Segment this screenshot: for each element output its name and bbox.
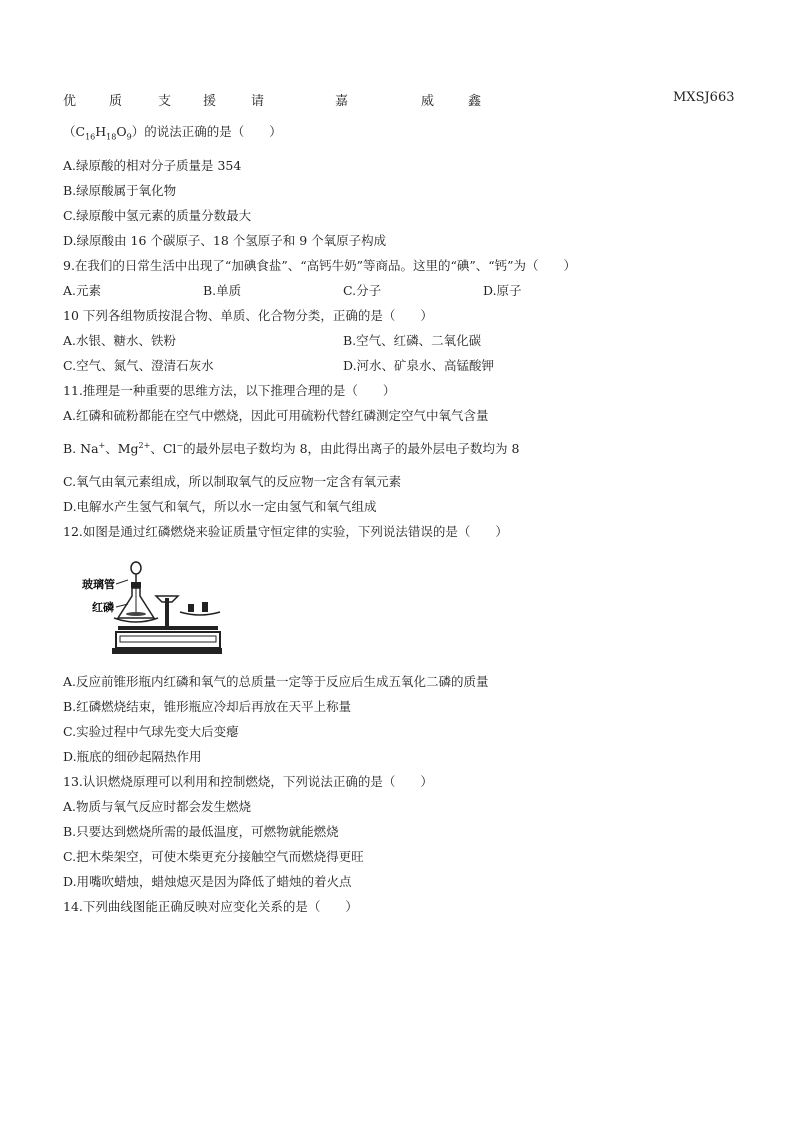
header-char: 请 xyxy=(251,94,265,109)
option-d: D.河水、矿泉水、高锰酸钾 xyxy=(343,358,495,373)
option-c: C.把木柴架空，可使木柴更充分接触空气而燃烧得更旺 xyxy=(63,849,364,864)
option-a: A.绿原酸的相对分子质量是 354 xyxy=(63,158,242,173)
header-char: 威 xyxy=(421,94,435,109)
balance-illustration xyxy=(82,560,222,660)
option-a: A.反应前锥形瓶内红磷和氧气的总质量一定等于反应后生成五氧化二磷的质量 xyxy=(63,674,489,689)
option-c: C.分子 xyxy=(343,283,382,298)
option-b: B.绿原酸属于氧化物 xyxy=(63,183,177,198)
option-c: C.实验过程中气球先变大后变瘪 xyxy=(63,724,239,739)
option-a: A.元素 xyxy=(63,283,102,298)
header-char: 质 xyxy=(109,94,123,109)
header-char: 嘉 xyxy=(335,94,349,109)
q12-stem: 12.如图是通过红磷燃烧来验证质量守恒定律的实验，下列说法错误的是（ ） xyxy=(63,524,508,539)
header-char: 优 xyxy=(63,94,77,109)
option-a: A.红磷和硫粉都能在空气中燃烧，因此可用硫粉代替红磷测定空气中氧气含量 xyxy=(63,408,489,423)
q14-stem: 14.下列曲线图能正确反映对应变化关系的是（ ） xyxy=(63,899,358,914)
option-c: C.空气、氮气、澄清石灰水 xyxy=(63,358,214,373)
option-b: B.空气、红磷、二氧化碳 xyxy=(343,333,482,348)
option-d: D.绿原酸由 16 个碳原子、18 个氢原子和 9 个氧原子构成 xyxy=(63,233,387,248)
q13-stem: 13.认识燃烧原理可以利用和控制燃烧，下列说法正确的是（ ） xyxy=(63,774,433,789)
option-d: D.用嘴吹蜡烛，蜡烛熄灭是因为降低了蜡烛的着火点 xyxy=(63,874,352,889)
balance-apparatus-diagram xyxy=(82,560,222,660)
label-glass-tube: 玻璃管 xyxy=(82,578,115,591)
option-d: D.电解水产生氢气和氧气，所以水一定由氢气和氧气组成 xyxy=(63,499,377,514)
option-d: D.瓶底的细砂起隔热作用 xyxy=(63,749,202,764)
label-red-phosphorus: 红磷 xyxy=(92,601,114,614)
header-char: 援 xyxy=(203,94,217,109)
header-char: 鑫 xyxy=(468,94,482,109)
q10-stem: 10 下列各组物质按混合物、单质、化合物分类，正确的是（ ） xyxy=(63,308,433,323)
page-header xyxy=(63,90,735,110)
option-b: B.红磷燃烧结束，锥形瓶应冷却后再放在天平上称量 xyxy=(63,699,352,714)
option-c: C.绿原酸中氢元素的质量分数最大 xyxy=(63,208,252,223)
option-c: C.氧气由氧元素组成，所以制取氧气的反应物一定含有氧元素 xyxy=(63,474,402,489)
option-b: B. Na+、$Mg^{2+}$、Cl−的最外层电子数均为 8，由此得出离子的最外层电子数均为 8 xyxy=(63,440,520,456)
option-b: B.只要达到燃烧所需的最低温度，可燃物就能燃烧 xyxy=(63,824,339,839)
option-d: D.原子 xyxy=(483,283,522,298)
option-a: A.水银、糖水、铁粉 xyxy=(63,333,177,348)
option-a: A.物质与氧气反应时都会发生燃烧 xyxy=(63,799,252,814)
q8-stem: $(C_{16}H_{18}O_9)$的说法正确的是（ ） xyxy=(63,124,282,142)
header-code: MXSJ663 xyxy=(673,90,735,105)
option-b: B.单质 xyxy=(203,283,242,298)
header-char: 支 xyxy=(158,94,172,109)
q9-stem: 9.在我们的日常生活中出现了“加碘食盐”、“高钙牛奶”等商品。这里的“碘”、“钙”为（ ） xyxy=(63,258,577,273)
q11-stem: 11.推理是一种重要的思维方法，以下推理合理的是（ ） xyxy=(63,383,396,398)
